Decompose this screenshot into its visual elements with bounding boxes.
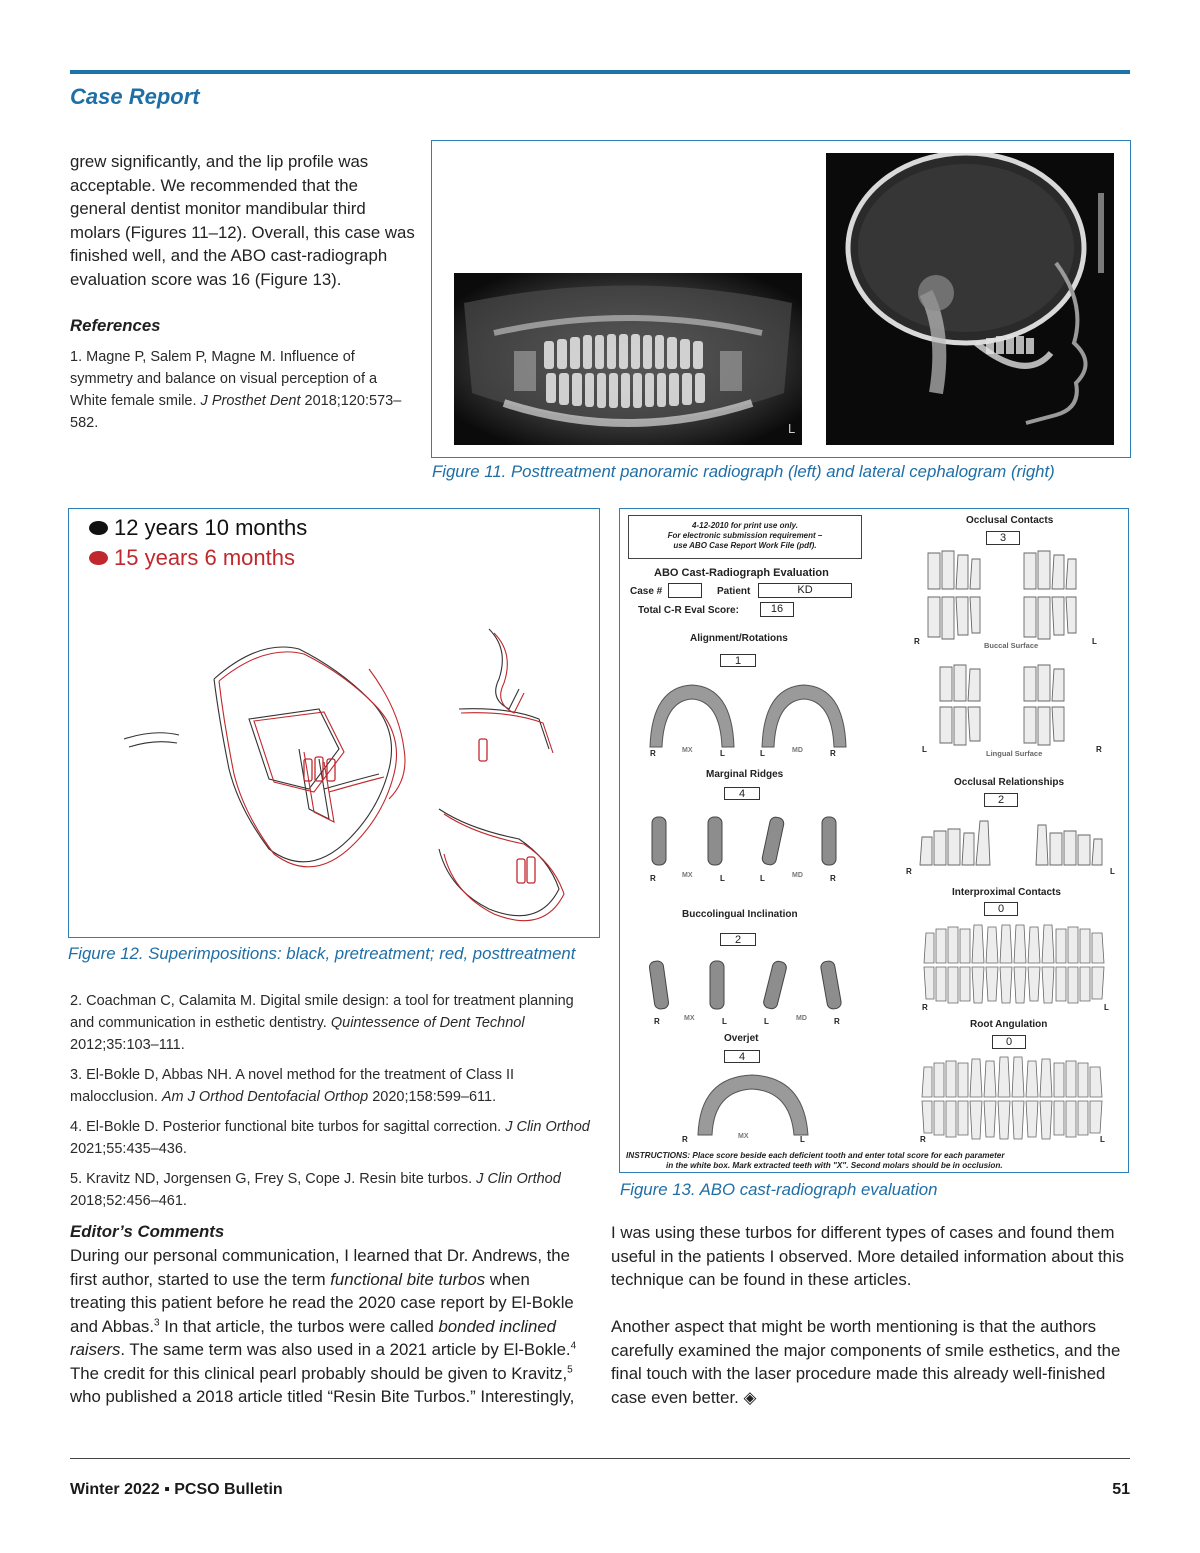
figure-13: 4-12-2010 for print use only. For electronic submission requirement – use ABO Case Report Work File (pdf). ABO Cast-Radiograph Evaluation Case # Patient KD Total C-R Eval Score: 16 Alignment/Rotations 1 R MX L L MD R Marginal Ridges 4 R MX L L MD R Buccolingual Inclination 2 R MX L L MD R Overjet 4 R MX L Occlusal Contacts 3 R Buccal Surface L L Lingual Surface R Occlusal Relationships 2 R L Interproximal Contacts 0 R L Root Angulation 0 R L INSTRUCTIONS: Place score beside each deficient tooth and enter total score for each parameter in the white box. Mark extracted teeth with "X". Second molars should be in occlusion. xyxy=(619,508,1129,1173)
overjet-arch xyxy=(690,1069,820,1143)
editor-right-paragraph-1: I was using these turbos for different types of cases and found them useful in the patients I observed. More detailed information about this technique can be found in these articles. xyxy=(611,1223,1125,1289)
reference-1: 1. Magne P, Salem P, Magne M. Influence of symmetry and balance on visual perception of a White female smile. J Prosthet Dent 2018;120:573–582. xyxy=(70,349,402,431)
buccolingual-score-box: 2 xyxy=(720,933,756,946)
references-heading: References xyxy=(70,316,161,335)
figure-12-caption: Figure 12. Superimpositions: black, pretreatment; red, posttreatment xyxy=(68,944,576,963)
lateral-cephalogram xyxy=(826,153,1114,445)
page-number: 51 xyxy=(1112,1481,1130,1498)
lingual-surface-label: Lingual Surface xyxy=(986,749,1043,758)
panoramic-radiograph xyxy=(454,273,802,445)
patient-label: Patient xyxy=(717,586,751,597)
abo-instructions-line2: in the white box. Mark extracted teeth with "X". Second molars should be in occlusion. xyxy=(666,1161,1003,1170)
occlusal-contacts-box: 3 xyxy=(986,531,1020,545)
legend-pretreatment: 12 years 10 months xyxy=(89,515,307,541)
editor-right-paragraph-2: Another aspect that might be worth mentioning is that the authors carefully examined the major components of smile esthetics, and the final touch with the laser procedure made this already well-finished case even better. ◈ xyxy=(611,1317,1121,1407)
buccolingual-teeth xyxy=(646,957,846,1013)
superimposition-tracing xyxy=(69,609,599,939)
patient-box: KD xyxy=(758,583,852,598)
figure-11 xyxy=(431,140,1131,458)
occlusal-contacts-teeth xyxy=(920,549,1120,641)
editor-comments-left: During our personal communication, I learned that Dr. Andrews, the first author, started to use the term functional bite turbos when treating this patient before he read the 2020 case report by El-Bokle and Abbas.$^3$ In that article, the turbos were called bonded inclined raisers. The same term was also used in a 2021 article by El-Bokle.$^4$ The credit for this clinical pearl probably should be given to Kravitz,$^5$ who published a 2018 article titled “Resin Bite Turbos.” Interestingly, xyxy=(70,1246,577,1406)
marginal-ridge-teeth xyxy=(646,813,846,869)
reference-3: 3. El-Bokle D, Abbas NH. A novel method for the treatment of Class II malocclusion. Am J Orthod Dentofacial Orthop 2020;158:599–611. xyxy=(70,1067,515,1105)
reference-2: 2. Coachman C, Calamita M. Digital smile design: a tool for treatment planning and communication in esthetic dentistry. Quintessence of Dent Technol 2012;35:103–111. xyxy=(70,993,574,1053)
references-continued xyxy=(70,990,590,1220)
top-rule xyxy=(70,70,1130,74)
editor-comments-heading: Editor’s Comments xyxy=(70,1222,225,1241)
interproximal-contacts-label: Interproximal Contacts xyxy=(952,887,1061,898)
occlusal-relationships-box: 2 xyxy=(984,793,1018,807)
interproximal-teeth xyxy=(922,923,1112,1005)
intro-paragraph: grew significantly, and the lip profile was acceptable. We recommended that the general dentist monitor mandibular third molars (Figures 11–12). Overall, this case was finished well, and the ABO cast-radiograph evaluation score was 16 (Figure 13). xyxy=(70,152,415,289)
buccolingual-label: Buccolingual Inclination xyxy=(682,909,798,920)
section-title: Case Report xyxy=(70,84,200,109)
total-score-box: 16 xyxy=(760,602,794,617)
pano-side-marker: L xyxy=(788,421,796,436)
editor-comments-right xyxy=(611,1221,1131,1409)
abo-instructions-line1: INSTRUCTIONS: Place score beside each deficient tooth and enter total score for each parameter xyxy=(626,1151,1005,1160)
figure-11-caption: Figure 11. Posttreatment panoramic radiograph (left) and lateral cephalogram (right) xyxy=(432,462,1055,481)
overjet-score-box: 4 xyxy=(724,1050,760,1063)
marginal-score-box: 4 xyxy=(724,787,760,800)
root-angulation-label: Root Angulation xyxy=(970,1019,1048,1030)
legend-posttreatment: 15 years 6 months xyxy=(89,545,295,571)
alignment-arches xyxy=(642,677,862,761)
root-angulation-box: 0 xyxy=(992,1035,1026,1049)
occlusal-relationship-teeth xyxy=(916,819,1116,869)
figure-13-caption: Figure 13. ABO cast-radiograph evaluation xyxy=(620,1180,938,1199)
alignment-label: Alignment/Rotations xyxy=(690,633,788,644)
total-score-label: Total C-R Eval Score: xyxy=(638,605,739,616)
alignment-score-box: 1 xyxy=(720,654,756,667)
interproximal-score-box: 0 xyxy=(984,902,1018,916)
occlusal-contacts-label: Occlusal Contacts xyxy=(966,515,1054,526)
reference-5: 5. Kravitz ND, Jorgensen G, Frey S, Cope J. Resin bite turbos. J Clin Orthod 2018;52:456–461. xyxy=(70,1171,561,1209)
footer-publication: Winter 2022 ▪ PCSO Bulletin xyxy=(70,1481,283,1498)
legend-red-dot xyxy=(89,551,108,565)
lingual-teeth xyxy=(932,663,1102,747)
case-number-box xyxy=(668,583,702,598)
print-notice-box: 4-12-2010 for print use only. For electronic submission requirement – use ABO Case Report Work File (pdf). xyxy=(628,515,862,559)
bottom-rule xyxy=(70,1458,1130,1459)
occlusal-relationships-label: Occlusal Relationships xyxy=(954,777,1065,788)
legend-black-dot xyxy=(89,521,108,535)
case-label: Case # xyxy=(630,586,663,597)
marginal-ridges-label: Marginal Ridges xyxy=(706,769,784,780)
reference-4: 4. El-Bokle D. Posterior functional bite turbos for sagittal correction. J Clin Orthod 2021;55:435–436. xyxy=(70,1119,590,1157)
abo-form-title: ABO Cast-Radiograph Evaluation xyxy=(654,567,829,579)
buccal-surface-label: Buccal Surface xyxy=(984,641,1039,650)
root-angulation-teeth xyxy=(920,1055,1112,1141)
figure-12 xyxy=(68,508,600,938)
overjet-label: Overjet xyxy=(724,1033,759,1044)
